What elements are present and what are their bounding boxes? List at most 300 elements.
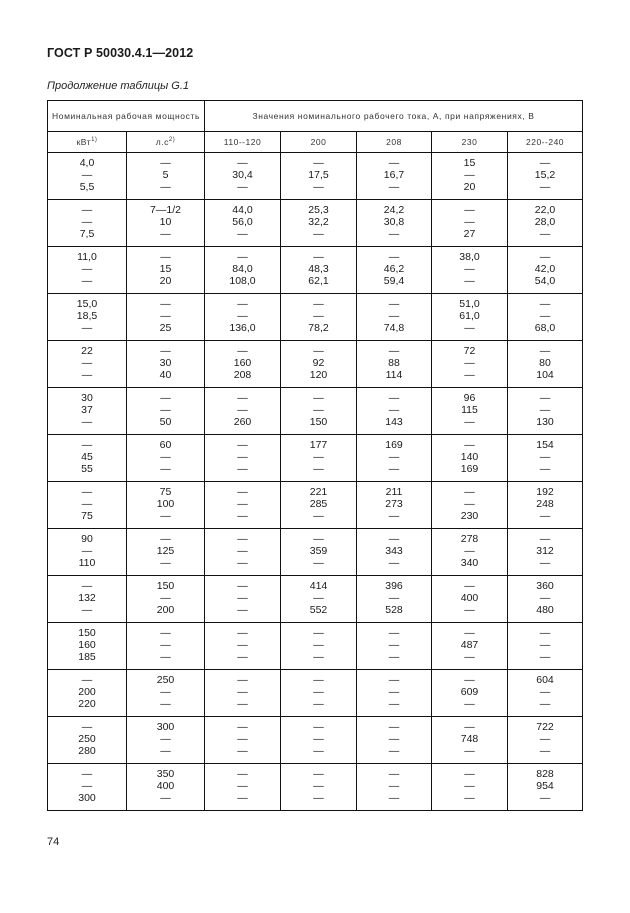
cell-value: 285 bbox=[309, 498, 328, 511]
table-cell bbox=[48, 435, 127, 482]
cell-value: — bbox=[160, 791, 171, 804]
cell-value: — bbox=[237, 650, 248, 663]
table-cell bbox=[357, 529, 432, 576]
cell-value: 7,5 bbox=[79, 227, 95, 240]
cell-value: — bbox=[160, 639, 171, 652]
table-cell bbox=[205, 670, 281, 717]
cell-value: — bbox=[313, 404, 324, 417]
cell-value: — bbox=[464, 415, 475, 428]
cell-value: — bbox=[464, 204, 475, 217]
cell-value: 80 bbox=[539, 357, 551, 370]
table-cell bbox=[205, 764, 281, 811]
table-cell bbox=[281, 153, 357, 200]
table-cell bbox=[357, 623, 432, 670]
cell-value: — bbox=[313, 533, 324, 546]
cell-value: 130 bbox=[536, 415, 554, 428]
table-cell bbox=[508, 482, 583, 529]
cell-value: 230 bbox=[460, 509, 479, 522]
cell-value: 37 bbox=[81, 404, 93, 417]
cell-value: — bbox=[160, 509, 171, 522]
cell-value: 44,0 bbox=[232, 204, 253, 217]
cell-value: — bbox=[539, 744, 551, 757]
cell-value: — bbox=[237, 639, 248, 652]
cell-value: — bbox=[464, 603, 475, 616]
cell-value: 552 bbox=[309, 603, 328, 616]
cell-value: — bbox=[313, 345, 324, 358]
cell-value: 150 bbox=[156, 580, 175, 593]
cell-value: — bbox=[313, 180, 324, 193]
table-cell bbox=[205, 623, 281, 670]
cell-value: 16,7 bbox=[383, 169, 405, 182]
cell-value: — bbox=[388, 227, 400, 240]
cell-value: — bbox=[237, 556, 248, 569]
cell-value: 125 bbox=[156, 545, 175, 558]
cell-value: — bbox=[539, 157, 551, 170]
cell-value: — bbox=[237, 780, 248, 793]
table-cell bbox=[357, 388, 432, 435]
cell-value: 30,8 bbox=[383, 216, 405, 229]
cell-value: — bbox=[464, 627, 475, 640]
cell-value: — bbox=[237, 404, 248, 417]
cell-value: — bbox=[81, 204, 93, 217]
cell-value: 30,4 bbox=[232, 169, 253, 182]
cell-value: 25,3 bbox=[308, 204, 329, 217]
cell-value: — bbox=[237, 157, 248, 170]
cell-value: — bbox=[313, 733, 324, 746]
cell-value: 150 bbox=[78, 627, 96, 640]
cell-value: 59,4 bbox=[383, 274, 405, 287]
cell-value: — bbox=[237, 674, 248, 687]
table-cell bbox=[48, 153, 127, 200]
table-cell bbox=[281, 388, 357, 435]
cell-value: — bbox=[539, 345, 551, 358]
cell-value: — bbox=[388, 509, 400, 522]
table-cell bbox=[127, 482, 205, 529]
cell-value: — bbox=[464, 357, 475, 370]
cell-value: 18,5 bbox=[76, 310, 98, 323]
cell-value: 25 bbox=[159, 321, 172, 334]
cell-value: — bbox=[237, 721, 248, 734]
cell-value: — bbox=[81, 674, 93, 687]
table-cell bbox=[432, 529, 508, 576]
table-row bbox=[48, 670, 583, 717]
cell-value: 4,0 bbox=[79, 157, 95, 170]
cell-value: 359 bbox=[309, 545, 328, 558]
cell-value: — bbox=[237, 592, 248, 605]
cell-value: — bbox=[539, 392, 551, 405]
cell-value: 5,5 bbox=[79, 180, 95, 193]
table-cell bbox=[281, 623, 357, 670]
cell-value: — bbox=[464, 263, 475, 276]
cell-value: — bbox=[464, 368, 475, 381]
cell-value: — bbox=[539, 686, 551, 699]
table-cell bbox=[281, 764, 357, 811]
cell-value: — bbox=[388, 791, 400, 804]
table-row bbox=[48, 200, 583, 247]
table-cell bbox=[205, 294, 281, 341]
cell-value: — bbox=[539, 697, 551, 710]
document-title: ГОСТ Р 50030.4.1—2012 bbox=[47, 46, 194, 60]
table-row bbox=[48, 717, 583, 764]
table-cell bbox=[127, 529, 205, 576]
cell-value: 169 bbox=[385, 439, 403, 452]
cell-value: 100 bbox=[156, 498, 175, 511]
column-header bbox=[508, 132, 583, 153]
cell-value: — bbox=[237, 310, 248, 323]
cell-value: — bbox=[388, 627, 400, 640]
cell-value: — bbox=[313, 627, 324, 640]
cell-value: — bbox=[539, 592, 551, 605]
cell-value: — bbox=[237, 533, 248, 546]
cell-value: — bbox=[237, 744, 248, 757]
table-cell bbox=[281, 717, 357, 764]
cell-value: — bbox=[237, 486, 248, 499]
cell-value: — bbox=[539, 733, 551, 746]
cell-value: — bbox=[313, 697, 324, 710]
table-cell bbox=[205, 200, 281, 247]
cell-value: — bbox=[313, 310, 324, 323]
table-cell bbox=[48, 200, 127, 247]
table-cell bbox=[432, 717, 508, 764]
table-cell bbox=[508, 247, 583, 294]
table-cell bbox=[357, 294, 432, 341]
cell-value: — bbox=[160, 345, 171, 358]
table-cell bbox=[508, 717, 583, 764]
cell-value: — bbox=[237, 392, 248, 405]
cell-value: — bbox=[81, 274, 93, 287]
cell-value: 11,0 bbox=[77, 251, 97, 264]
footnote-marker: 1) bbox=[91, 137, 98, 144]
table-cell bbox=[127, 717, 205, 764]
cell-value: — bbox=[313, 791, 324, 804]
table-cell bbox=[357, 153, 432, 200]
cell-value: 55 bbox=[81, 462, 93, 475]
cell-value: — bbox=[160, 180, 171, 193]
cell-value: 50 bbox=[159, 415, 172, 428]
cell-value: — bbox=[313, 298, 324, 311]
table-row bbox=[48, 294, 583, 341]
cell-value: 38,0 bbox=[459, 251, 480, 264]
cell-value: 604 bbox=[536, 674, 554, 687]
cell-value: 487 bbox=[460, 639, 479, 652]
table-cell bbox=[48, 670, 127, 717]
table-cell bbox=[127, 341, 205, 388]
table-row bbox=[48, 764, 583, 811]
cell-value: 169 bbox=[460, 462, 479, 475]
cell-value: 10 bbox=[159, 216, 172, 229]
cell-value: — bbox=[388, 650, 400, 663]
cell-value: — bbox=[160, 744, 171, 757]
cell-value: — bbox=[81, 721, 93, 734]
cell-value: — bbox=[464, 721, 475, 734]
table-cell bbox=[205, 435, 281, 482]
cell-value: — bbox=[237, 603, 248, 616]
column-header-label: 110--120 bbox=[223, 137, 262, 147]
table-cell bbox=[357, 764, 432, 811]
column-header bbox=[205, 132, 281, 153]
table-cell bbox=[127, 294, 205, 341]
table-cell bbox=[48, 576, 127, 623]
cell-value: 192 bbox=[536, 486, 554, 499]
table-cell bbox=[432, 670, 508, 717]
table-cell bbox=[127, 576, 205, 623]
cell-value: 90 bbox=[81, 533, 93, 546]
cell-value: 248 bbox=[536, 498, 554, 511]
cell-value: — bbox=[81, 545, 93, 558]
cell-value: — bbox=[539, 227, 551, 240]
table-cell bbox=[432, 482, 508, 529]
cell-value: — bbox=[388, 251, 400, 264]
cell-value: 28,0 bbox=[534, 216, 556, 229]
table-cell bbox=[508, 670, 583, 717]
table-row bbox=[48, 388, 583, 435]
cell-value: 24,2 bbox=[383, 204, 405, 217]
cell-value: 748 bbox=[460, 733, 479, 746]
cell-value: — bbox=[81, 439, 93, 452]
cell-value: — bbox=[237, 791, 248, 804]
cell-value: — bbox=[237, 462, 248, 475]
cell-value: 120 bbox=[309, 368, 328, 381]
cell-value: 20 bbox=[463, 180, 476, 193]
cell-value: — bbox=[313, 227, 324, 240]
cell-value: 273 bbox=[385, 498, 403, 511]
cell-value: 154 bbox=[536, 439, 554, 452]
cell-value: — bbox=[160, 533, 171, 546]
cell-value: — bbox=[160, 686, 171, 699]
footnote-marker: 2) bbox=[168, 137, 176, 144]
table-row bbox=[48, 576, 583, 623]
cell-value: — bbox=[539, 509, 551, 522]
cell-value: 51,0 bbox=[459, 298, 480, 311]
table-body bbox=[48, 153, 583, 811]
table-cell bbox=[281, 435, 357, 482]
cell-value: — bbox=[237, 439, 248, 452]
cell-value: 15 bbox=[463, 157, 476, 170]
cell-value: 300 bbox=[156, 721, 175, 734]
cell-value: — bbox=[464, 439, 475, 452]
cell-value: 72 bbox=[463, 345, 476, 358]
cell-value: 48,3 bbox=[308, 263, 329, 276]
cell-value: 60 bbox=[159, 439, 172, 452]
table-cell bbox=[432, 247, 508, 294]
column-header-label: кВт bbox=[76, 137, 92, 147]
cell-value: 609 bbox=[460, 686, 479, 699]
column-header-label: л.с bbox=[155, 137, 169, 147]
table-cell bbox=[432, 294, 508, 341]
cell-value: — bbox=[313, 674, 324, 687]
cell-value: 211 bbox=[385, 486, 403, 499]
cell-value: 15 bbox=[159, 263, 172, 276]
cell-value: 30 bbox=[159, 357, 172, 370]
cell-value: — bbox=[313, 392, 324, 405]
cell-value: 140 bbox=[460, 451, 479, 464]
cell-value: — bbox=[464, 169, 475, 182]
cell-value: 160 bbox=[233, 357, 252, 370]
cell-value: 5 bbox=[162, 169, 169, 182]
cell-value: — bbox=[464, 674, 475, 687]
cell-value: 200 bbox=[78, 686, 96, 699]
table-cell bbox=[205, 576, 281, 623]
cell-value: — bbox=[237, 451, 248, 464]
header-current: Значения номинального рабочего тока, А, при напряжениях, В bbox=[205, 101, 583, 132]
table-cell bbox=[432, 623, 508, 670]
cell-value: — bbox=[464, 216, 475, 229]
cell-value: 208 bbox=[233, 368, 252, 381]
cell-value: — bbox=[160, 650, 171, 663]
cell-value: 42,0 bbox=[534, 263, 556, 276]
cell-value: — bbox=[160, 462, 171, 475]
table-cell bbox=[508, 529, 583, 576]
table-cell bbox=[281, 247, 357, 294]
cell-value: — bbox=[81, 216, 93, 229]
cell-value: — bbox=[160, 697, 171, 710]
cell-value: — bbox=[539, 639, 551, 652]
table-cell bbox=[48, 482, 127, 529]
cell-value: 400 bbox=[460, 592, 479, 605]
table-caption: Продолжение таблицы G.1 bbox=[47, 80, 189, 92]
column-header bbox=[48, 132, 127, 153]
cell-value: 343 bbox=[385, 545, 403, 558]
cell-value: — bbox=[313, 556, 324, 569]
cell-value: — bbox=[464, 486, 475, 499]
cell-value: — bbox=[388, 533, 400, 546]
cell-value: — bbox=[237, 627, 248, 640]
cell-value: — bbox=[388, 310, 400, 323]
cell-value: — bbox=[539, 298, 551, 311]
column-header bbox=[357, 132, 432, 153]
cell-value: 74,8 bbox=[383, 321, 405, 334]
cell-value: 17,5 bbox=[308, 169, 329, 182]
cell-value: — bbox=[313, 462, 324, 475]
table-cell bbox=[48, 388, 127, 435]
cell-value: — bbox=[388, 298, 400, 311]
cell-value: 250 bbox=[78, 733, 96, 746]
cell-value: — bbox=[237, 180, 248, 193]
table-cell bbox=[127, 670, 205, 717]
table-cell bbox=[127, 764, 205, 811]
table-cell bbox=[205, 247, 281, 294]
cell-value: — bbox=[464, 697, 475, 710]
table-cell bbox=[127, 153, 205, 200]
table-cell bbox=[357, 435, 432, 482]
table-cell bbox=[205, 717, 281, 764]
cell-value: 7—1/2 bbox=[150, 204, 181, 217]
cell-value: 54,0 bbox=[534, 274, 556, 287]
table-cell bbox=[127, 388, 205, 435]
cell-value: 350 bbox=[156, 768, 175, 781]
cell-value: 220 bbox=[78, 697, 96, 710]
table-cell bbox=[508, 294, 583, 341]
cell-value: 185 bbox=[78, 650, 96, 663]
cell-value: — bbox=[81, 357, 93, 370]
cell-value: — bbox=[237, 697, 248, 710]
cell-value: — bbox=[464, 650, 475, 663]
cell-value: 278 bbox=[460, 533, 479, 546]
cell-value: 114 bbox=[385, 368, 403, 381]
cell-value: 722 bbox=[536, 721, 554, 734]
cell-value: — bbox=[313, 780, 324, 793]
table-cell bbox=[205, 529, 281, 576]
table-row bbox=[48, 529, 583, 576]
table-cell bbox=[48, 623, 127, 670]
cell-value: — bbox=[313, 251, 324, 264]
cell-value: 160 bbox=[78, 639, 96, 652]
table-cell bbox=[508, 435, 583, 482]
cell-value: — bbox=[388, 780, 400, 793]
cell-value: 22,0 bbox=[534, 204, 556, 217]
table-row bbox=[48, 153, 583, 200]
cell-value: 954 bbox=[536, 780, 554, 793]
cell-value: 414 bbox=[309, 580, 328, 593]
cell-value: — bbox=[388, 674, 400, 687]
cell-value: — bbox=[539, 180, 551, 193]
column-header bbox=[432, 132, 508, 153]
table-cell bbox=[357, 670, 432, 717]
cell-value: — bbox=[539, 650, 551, 663]
table-cell bbox=[48, 764, 127, 811]
cell-value: — bbox=[539, 310, 551, 323]
cell-value: 75 bbox=[81, 509, 93, 522]
cell-value: 32,2 bbox=[308, 216, 329, 229]
table-cell bbox=[432, 341, 508, 388]
cell-value: — bbox=[237, 509, 248, 522]
cell-value: — bbox=[237, 686, 248, 699]
cell-value: 15,2 bbox=[534, 169, 556, 182]
cell-value: — bbox=[81, 415, 93, 428]
cell-value: — bbox=[539, 462, 551, 475]
cell-value: — bbox=[160, 310, 171, 323]
table-cell bbox=[205, 388, 281, 435]
table-cell bbox=[432, 435, 508, 482]
cell-value: — bbox=[464, 791, 475, 804]
cell-value: — bbox=[464, 545, 475, 558]
cell-value: — bbox=[539, 556, 551, 569]
cell-value: — bbox=[81, 780, 93, 793]
cell-value: — bbox=[388, 462, 400, 475]
cell-value: — bbox=[81, 580, 93, 593]
cell-value: — bbox=[237, 498, 248, 511]
cell-value: — bbox=[539, 533, 551, 546]
table-cell bbox=[281, 576, 357, 623]
table-cell bbox=[205, 153, 281, 200]
cell-value: 22 bbox=[81, 345, 93, 358]
cell-value: 528 bbox=[385, 603, 403, 616]
cell-value: 88 bbox=[388, 357, 400, 370]
cell-value: — bbox=[81, 169, 93, 182]
table-cell bbox=[508, 764, 583, 811]
cell-value: — bbox=[388, 556, 400, 569]
table-cell bbox=[281, 200, 357, 247]
cell-value: 68,0 bbox=[534, 321, 556, 334]
cell-value: — bbox=[313, 686, 324, 699]
cell-value: — bbox=[539, 251, 551, 264]
cell-value: 20 bbox=[159, 274, 172, 287]
cell-value: — bbox=[313, 744, 324, 757]
cell-value: 200 bbox=[156, 603, 175, 616]
cell-value: 96 bbox=[463, 392, 476, 405]
table-cell bbox=[281, 294, 357, 341]
cell-value: — bbox=[464, 274, 475, 287]
table-row bbox=[48, 482, 583, 529]
cell-value: 143 bbox=[385, 415, 403, 428]
table-cell bbox=[48, 529, 127, 576]
cell-value: — bbox=[464, 498, 475, 511]
cell-value: — bbox=[160, 451, 171, 464]
cell-value: 104 bbox=[536, 368, 554, 381]
cell-value: — bbox=[388, 345, 400, 358]
cell-value: 115 bbox=[461, 404, 478, 417]
cell-value: 221 bbox=[309, 486, 328, 499]
